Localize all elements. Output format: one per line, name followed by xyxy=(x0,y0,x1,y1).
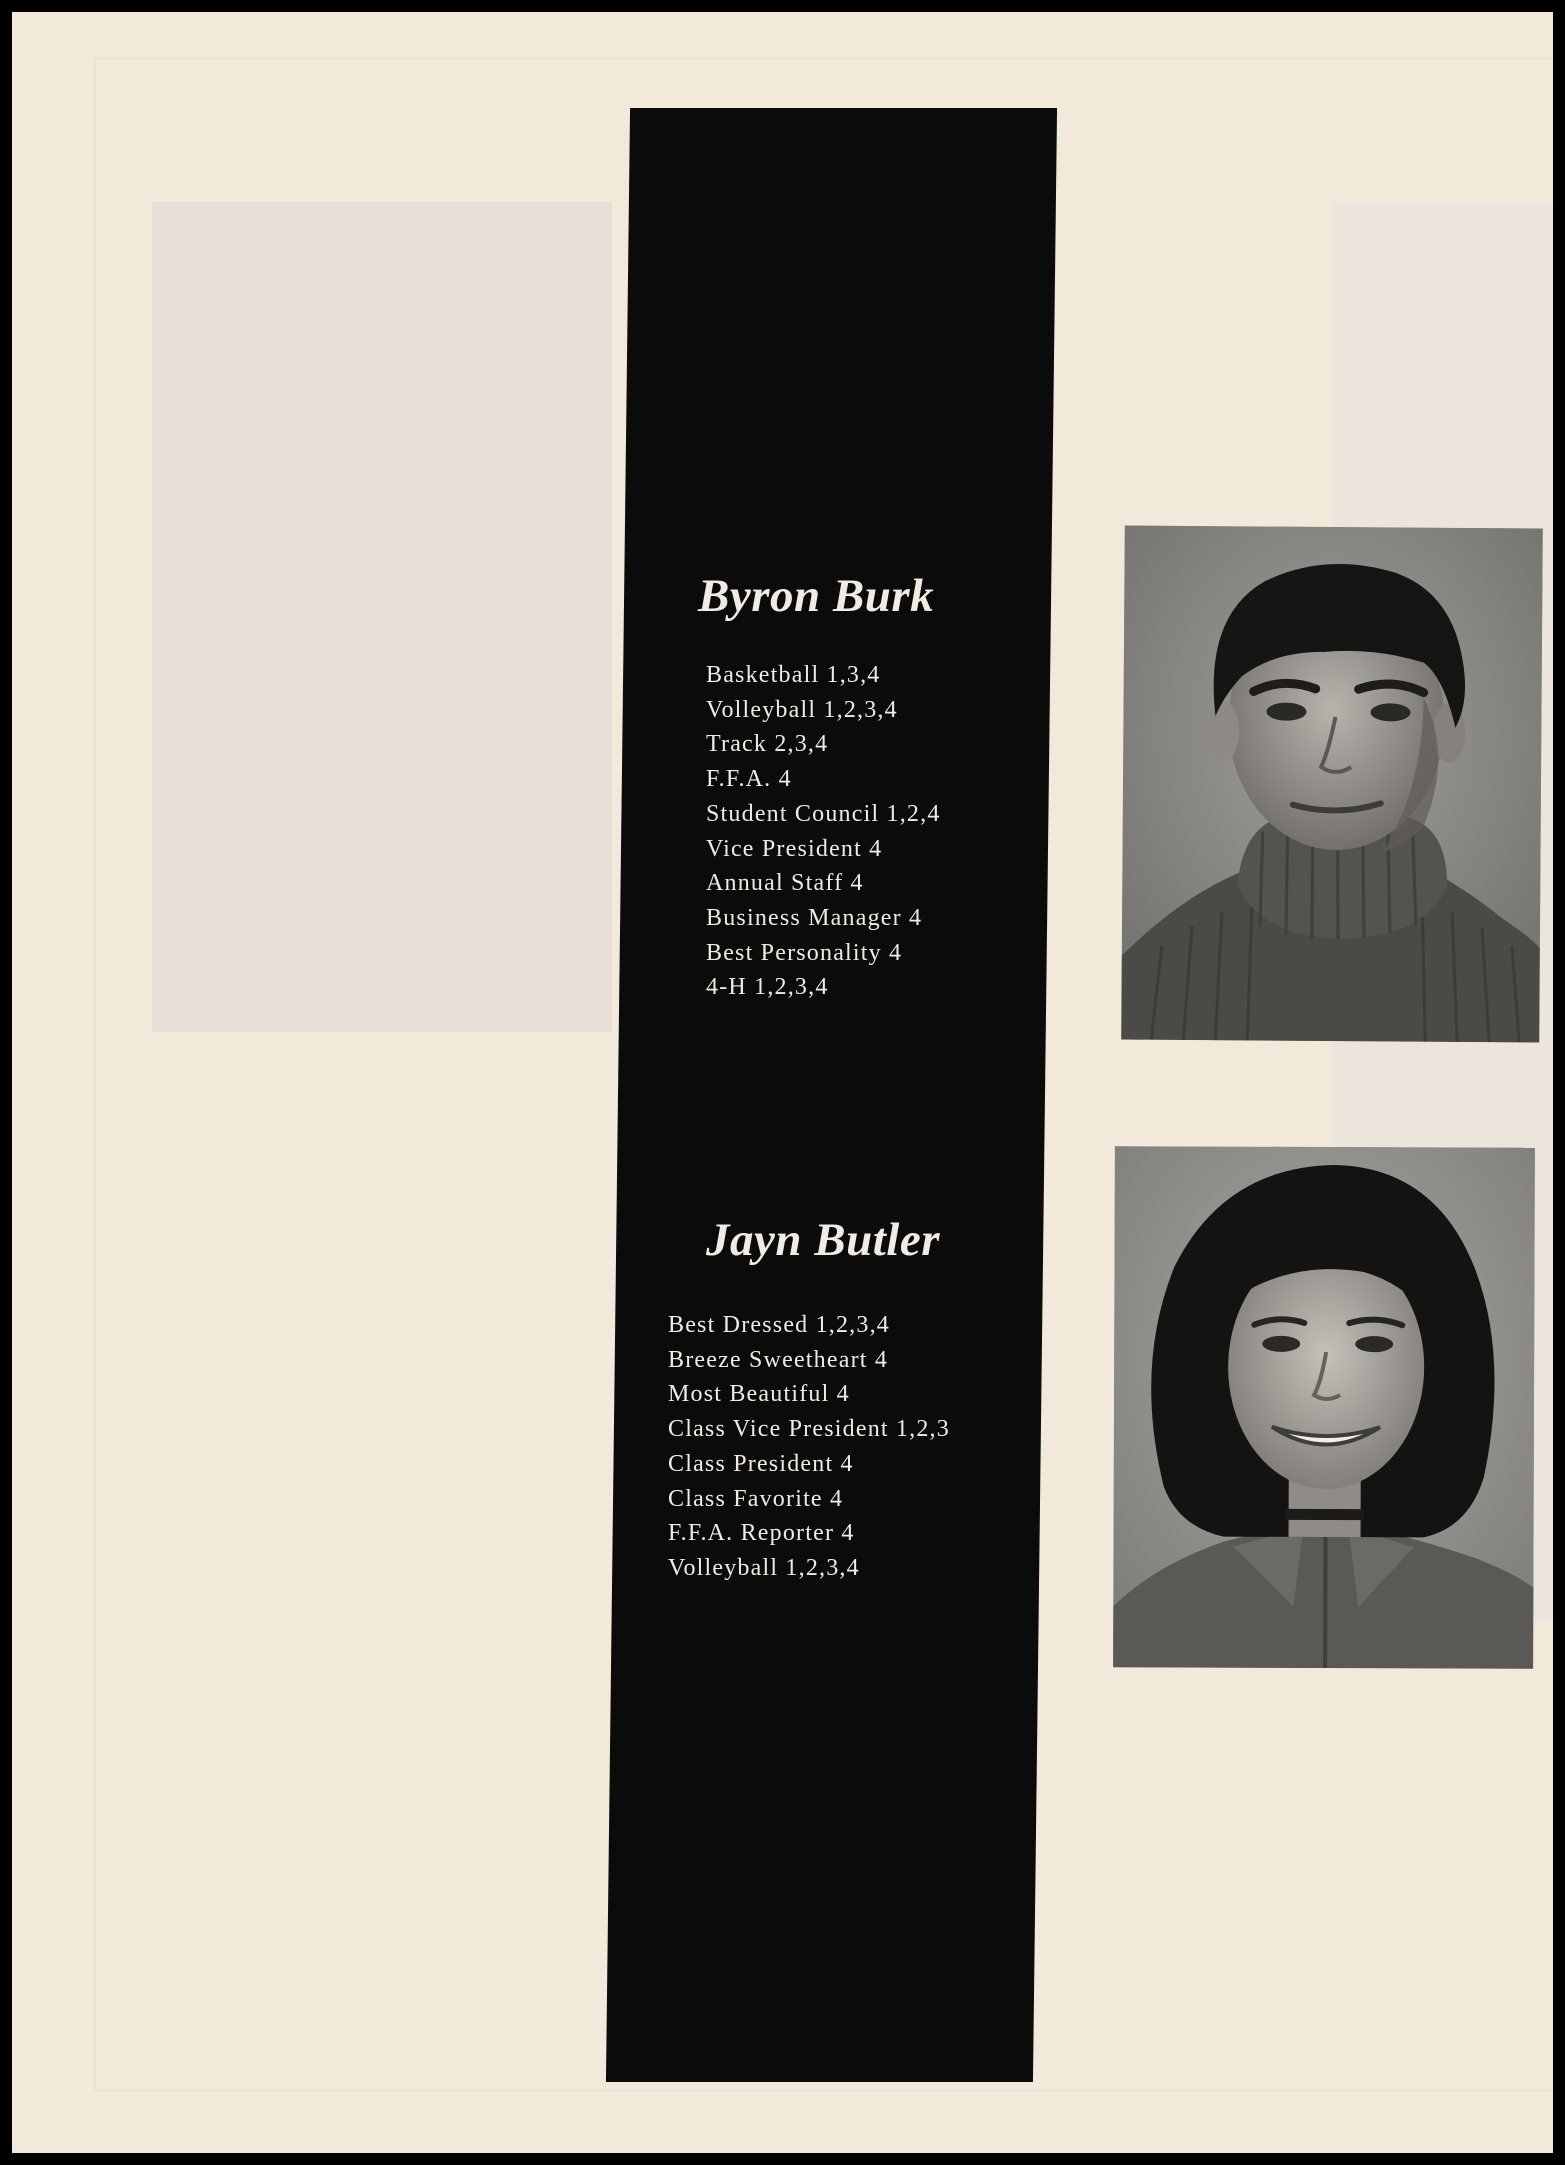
activity-item: Volleyball 1,2,3,4 xyxy=(668,1554,860,1581)
activity-item: F.F.A. Reporter 4 xyxy=(668,1520,855,1547)
activity-item: Student Council 1,2,4 xyxy=(706,800,941,827)
activity-item: Basketball 1,3,4 xyxy=(706,662,881,688)
student-name: Byron Burk xyxy=(698,570,935,622)
activity-item: Best Personality 4 xyxy=(706,939,903,966)
activity-item: Most Beautiful 4 xyxy=(668,1381,850,1408)
activity-item: Best Dressed 1,2,3,4 xyxy=(668,1312,890,1338)
student-name: Jayn Butler xyxy=(706,1214,941,1266)
activity-item: Track 2,3,4 xyxy=(706,731,829,758)
bleed-through-panel xyxy=(152,202,612,1032)
activity-item: Class President 4 xyxy=(668,1450,854,1477)
activity-item: Breeze Sweetheart 4 xyxy=(668,1346,889,1373)
student-entry-byron-burk xyxy=(698,568,941,1005)
activity-item: Class Vice President 1,2,3 xyxy=(668,1416,950,1443)
activity-item: 4-H 1,2,3,4 xyxy=(706,974,829,1001)
activity-item: F.F.A. 4 xyxy=(706,766,792,793)
yearbook-page xyxy=(12,12,1553,2153)
portrait-illustration xyxy=(1113,1146,1535,1668)
portrait-photo-byron-burk xyxy=(1121,526,1543,1043)
portrait-photo-jayn-butler xyxy=(1113,1146,1535,1668)
student-entry-jayn-butler xyxy=(668,1212,950,1586)
activity-item: Business Manager 4 xyxy=(706,904,923,931)
activity-item: Vice President 4 xyxy=(706,835,883,862)
activity-list xyxy=(698,658,941,1005)
black-name-strip xyxy=(606,108,1057,2082)
activity-list xyxy=(668,1308,950,1586)
activity-item: Volleyball 1,2,3,4 xyxy=(706,696,898,723)
portrait-illustration xyxy=(1121,526,1543,1043)
activity-item: Class Favorite 4 xyxy=(668,1485,844,1512)
activity-item: Annual Staff 4 xyxy=(706,870,864,897)
